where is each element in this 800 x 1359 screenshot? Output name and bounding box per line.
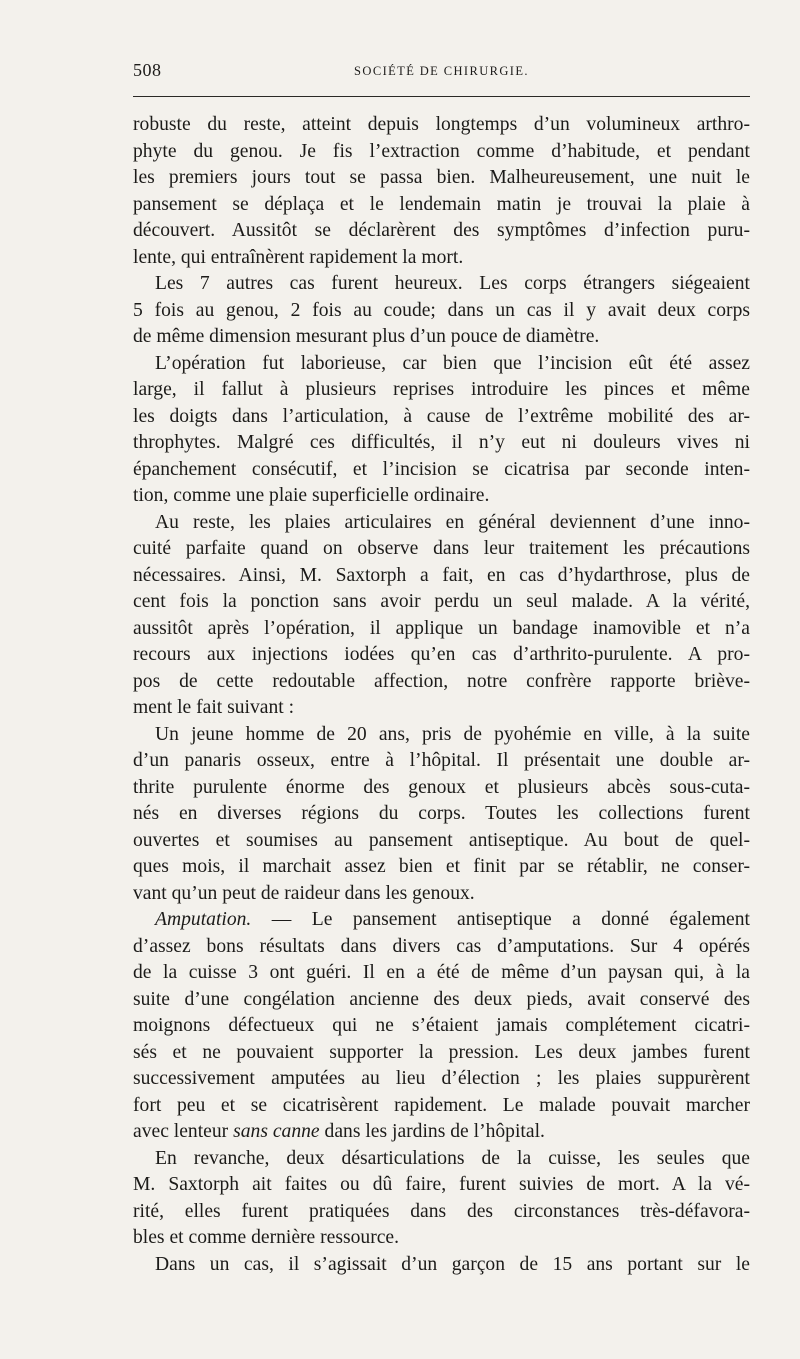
paragraph <box>133 1146 750 1252</box>
paragraph <box>133 1252 750 1279</box>
text-line: suite d’une congélation ancienne des deux pieds, avait conservé des <box>133 988 750 1010</box>
text-line: fort peu et se cicatrisèrent rapidement. Le malade pouvait marcher <box>133 1094 750 1116</box>
text-line: Les 7 autres cas furent heureux. Les corps étrangers siégeaient <box>155 273 750 294</box>
text-line: de la cuisse 3 ont guéri. Il en a été de même d’un paysan qui, à la <box>133 962 750 983</box>
text-line <box>133 907 750 934</box>
section-heading: Amputation. <box>155 909 252 930</box>
text-line: large, il fallut à plusieurs reprises introduire les pinces et même <box>133 379 750 400</box>
text-line: pos de cette redoutable affection, notre confrère rapporte briève- <box>133 670 750 692</box>
text-line: robuste du reste, atteint depuis longtemps d’un volumineux arthro- <box>133 114 750 135</box>
text-line: ques mois, il marchait assez bien et finit par se rétablir, ne conser- <box>133 856 750 877</box>
paragraph <box>133 722 750 908</box>
text-line: découvert. Aussitôt se déclarèrent des symptômes d’infection puru- <box>133 220 750 241</box>
paragraph <box>133 510 750 722</box>
text-line: throphytes. Malgré ces difficultés, il n’y eut ni douleurs vives ni <box>133 432 750 453</box>
text-line: successivement amputées au lieu d’élection ; les plaies suppurèrent <box>133 1068 750 1089</box>
text-line: bles et comme dernière ressource. <box>133 1227 400 1248</box>
paragraph <box>133 907 750 1146</box>
text-fragment: — Le pansement antiseptique a donné également <box>251 909 750 930</box>
text-line: ouvertes et soumises au pansement antiseptique. Au bout de quel- <box>133 829 750 851</box>
paragraph <box>133 351 750 510</box>
text-line: 5 fois au genou, 2 fois au coude; dans un cas il y avait deux corps <box>133 299 750 321</box>
text-fragment: avec lenteur <box>133 1121 234 1142</box>
running-head: SOCIÉTÉ DE CHIRURGIE. <box>354 64 529 78</box>
text-line: cent fois la ponction sans avoir perdu un seul malade. A la vérité, <box>133 591 750 612</box>
text-line: les doigts dans l’articulation, à cause de l’extrême mobilité des ar- <box>133 405 750 427</box>
text-line: En revanche, deux désarticulations de la cuisse, les seules que <box>155 1147 750 1169</box>
body-text <box>133 112 750 1278</box>
paragraph <box>133 271 750 351</box>
italic-phrase: sans canne <box>233 1121 320 1142</box>
text-line: épanchement consécutif, et l’incision se cicatrisa par seconde inten- <box>133 458 750 480</box>
text-line: recours aux injections iodées qu’en cas d’arthrito-purulente. A pro- <box>133 644 750 665</box>
text-line: d’assez bons résultats dans divers cas d’amputations. Sur 4 opérés <box>133 935 750 957</box>
text-line: nés en diverses régions du corps. Toutes les collections furent <box>133 803 750 824</box>
text-line: aussitôt après l’opération, il applique un bandage inamovible et n’a <box>133 617 750 639</box>
text-line: les premiers jours tout se passa bien. Malheureusement, une nuit le <box>133 167 750 188</box>
text-line: cuité parfaite quand on observe dans leur traitement les précautions <box>133 538 750 559</box>
text-line: rité, elles furent pratiquées dans des circonstances très-défavora- <box>133 1200 750 1222</box>
text-line: nécessaires. Ainsi, M. Saxtorph a fait, en cas d’hydarthrose, plus de <box>133 564 750 586</box>
text-line: L’opération fut laborieuse, car bien que l’incision eût été assez <box>155 352 750 374</box>
text-line: ment le fait suivant : <box>133 697 295 718</box>
text-line: lente, qui entraînèrent rapidement la mort. <box>133 246 464 268</box>
text-line: moignons défectueux qui ne s’étaient jamais complétement cicatri- <box>133 1015 750 1036</box>
text-line: M. Saxtorph ait faites ou dû faire, furent suivies de mort. A la vé- <box>133 1174 750 1195</box>
text-line: tion, comme une plaie superficielle ordinaire. <box>133 485 490 506</box>
text-line: pansement se déplaça et le lendemain matin je trouvai la plaie à <box>133 193 750 215</box>
text-line: phyte du genou. Je fis l’extraction comme d’habitude, et pendant <box>133 140 750 162</box>
text-line: Au reste, les plaies articulaires en général deviennent d’une inno- <box>155 511 750 533</box>
text-line: sés et ne pouvaient supporter la pression. Les deux jambes furent <box>133 1041 750 1063</box>
paragraph <box>133 112 750 271</box>
text-line: vant qu’un peut de raideur dans les genoux. <box>133 882 475 904</box>
page-number: 508 <box>133 60 162 80</box>
text-line: thrite purulente énorme des genoux et plusieurs abcès sous-cuta- <box>133 776 750 798</box>
page-header <box>133 58 750 86</box>
text-line: d’un panaris osseux, entre à l’hôpital. Il présentait une double ar- <box>133 750 750 771</box>
text-line: Un jeune homme de 20 ans, pris de pyohémie en ville, à la suite <box>155 723 750 745</box>
text-fragment: dans les jardins de l’hôpital. <box>319 1121 545 1142</box>
text-line <box>133 1119 750 1146</box>
text-line: Dans un cas, il s’agissait d’un garçon de 15 ans portant sur le <box>155 1253 750 1275</box>
header-rule <box>133 96 750 97</box>
text-line: de même dimension mesurant plus d’un pouce de diamètre. <box>133 326 600 347</box>
